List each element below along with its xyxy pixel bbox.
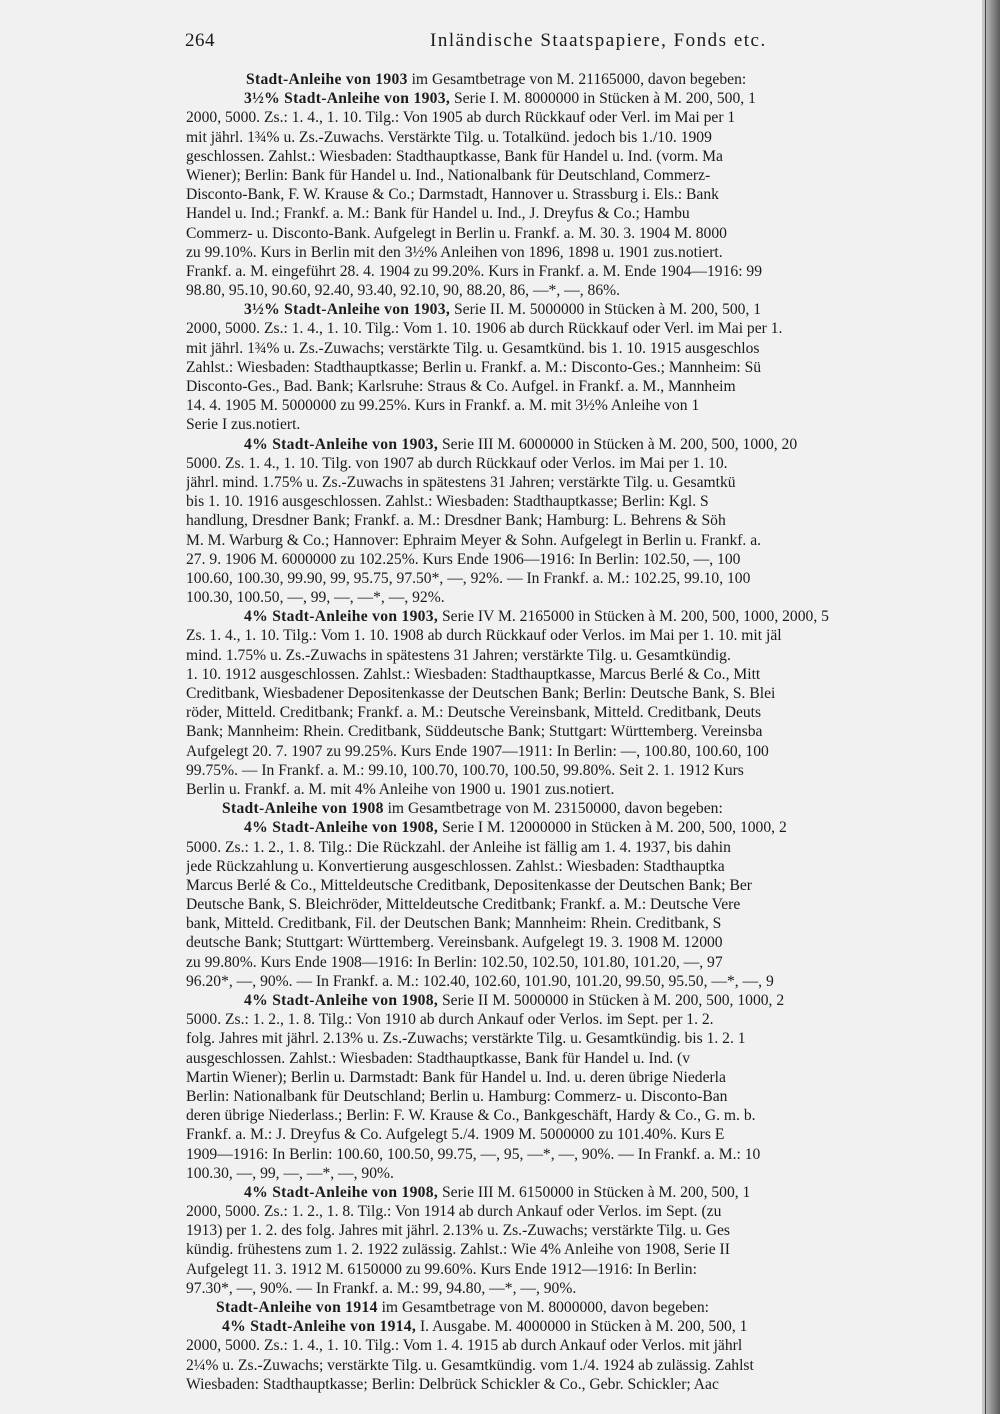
text-run: I. Ausgabe. M. 4000000 in Stücken à M. 200, 500, 1 [416,1318,748,1336]
text-line [186,933,956,952]
text-run: Frankf. a. M.: J. Dreyfus & Co. Aufgelegt 5./4. 1909 M. 5000000 zu 101.40%. Kurs E [186,1126,725,1144]
text-line [186,684,956,703]
text-line [186,1125,956,1144]
text-line [186,377,956,396]
text-run: ausgeschlossen. Zahlst.: Wiesbaden: Stadthauptkasse, Bank für Handel u. Ind. (v [186,1049,691,1067]
text-run: zu 99.80%. Kurs Ende 1908—1916: In Berlin: 102.50, 102.50, 101.80, 101.20, —, 97 [186,953,723,971]
running-title: Inländische Staatspapiere, Fonds etc. [430,30,767,51]
heading-run: 3½% Stadt-Anleihe von 1903, [244,301,451,319]
text-run: 100.60, 100.30, 99.90, 99, 95.75, 97.50*, —, 92%. — In Frankf. a. M.: 102.25, 99.10, 100 [186,569,751,587]
text-line [186,722,956,741]
text-run: Serie II. M. 5000000 in Stücken à M. 200, 500, 1 [450,301,762,319]
text-line [186,492,956,511]
text-run: Serie III M. 6000000 in Stücken à M. 200, 500, 1000, 20 [438,435,798,453]
text-run: geschlossen. Zahlst.: Wiesbaden: Stadthauptkasse, Bank für Handel u. Ind. (vorm. Ma [186,147,723,165]
text-run: jede Rückzahlung u. Konvertierung ausgeschlossen. Zahlst.: Wiesbaden: Stadthauptka [186,857,725,875]
text-line [186,1029,956,1048]
text-line [186,531,956,550]
heading-run: 4% Stadt-Anleihe von 1908, [244,819,439,837]
text-line [186,1375,956,1394]
text-line [186,550,956,569]
text-line [186,1356,956,1375]
text-run: 1913) per 1. 2. des folg. Jahres mit jährl. 2.13% u. Zs.-Zuwachs; verstärkte Tilg. u. Ges [186,1222,730,1240]
text-line [186,435,956,454]
text-run: Frankf. a. M. eingeführt 28. 4. 1904 zu 99.20%. Kurs in Frankf. a. M. Ende 1904—1916: 99 [186,262,763,280]
text-run: Commerz- u. Disconto-Bank. Aufgelegt in Berlin u. Frankf. a. M. 30. 3. 1904 M. 8000 [186,224,727,242]
text-line [186,1049,956,1068]
text-run: 2¼% u. Zs.-Zuwachs; verstärkte Tilg. u. Gesamtkündig. vom 1./4. 1924 ab zulässig. Zahlst [186,1356,754,1374]
text-line [186,895,956,914]
text-line [186,626,956,645]
heading-run: 4% Stadt-Anleihe von 1908, [244,1183,439,1201]
text-line [186,108,956,127]
text-line [186,1010,956,1029]
text-line [186,761,956,780]
heading-run: 3½% Stadt-Anleihe von 1903, [244,90,451,108]
text-run: im Gesamtbetrage von M. 21165000, davon begeben: [407,71,747,88]
text-line [186,454,956,473]
text-line [186,1183,956,1202]
text-run: bank, Mitteld. Creditbank, Fil. der Deutschen Bank; Mannheim: Rhein. Creditbank, S [186,915,722,933]
text-run: jährl. mind. 1.75% u. Zs.-Zuwachs in spätestens 31 Jahren; verstärkte Tilg. u. Gesamtkü [186,473,736,491]
text-line [186,319,956,338]
text-run: 1909—1916: In Berlin: 100.60, 100.50, 99.75, —, 95, —*, —, 90%. — In Frankf. a. M.: 10 [186,1145,761,1163]
text-line [186,70,956,89]
text-line [186,914,956,933]
text-line [186,742,956,761]
text-line [186,281,956,300]
text-line [186,1145,956,1164]
text-run: Serie I zus.notiert. [186,416,301,434]
text-line [186,857,956,876]
text-line [186,972,956,991]
text-line [186,876,956,895]
text-run: im Gesamtbetrage von M. 8000000, davon begeben: [377,1299,709,1316]
text-run: Bank; Mannheim: Rhein. Creditbank, Süddeutsche Bank; Stuttgart: Württemberg. Vereinsba [186,723,763,741]
text-line [186,953,956,972]
text-line [186,607,956,626]
text-run: 1. 10. 1912 ausgeschlossen. Zahlst.: Wiesbaden: Stadthauptkasse, Marcus Berlé & Co., Mitt [186,665,761,683]
text-run: Berlin u. Frankf. a. M. mit 4% Anleihe von 1900 u. 1901 zus.notiert. [186,780,615,798]
text-run: Wiesbaden: Stadthauptkasse; Berlin: Delbrück Schickler & Co., Gebr. Schickler; Aac [186,1375,719,1393]
text-run: Aufgelegt 11. 3. 1912 M. 6150000 zu 99.60%. Kurs Ende 1912—1916: In Berlin: [186,1260,697,1278]
text-run: M. M. Warburg & Co.; Hannover: Ephraim Meyer & Sohn. Aufgelegt in Berlin u. Frankf. a. [186,531,762,549]
text-run: Serie III M. 6150000 in Stücken à M. 200, 500, 1 [438,1183,751,1201]
text-run: 98.80, 95.10, 90.60, 92.40, 93.40, 92.10, 90, 88.20, 86, —*, —, 86%. [186,282,621,300]
text-run: Serie I. M. 8000000 in Stücken à M. 200, 500, 1 [450,90,756,108]
text-line [186,128,956,147]
text-line [186,1279,956,1298]
text-line [186,204,956,223]
text-run: Marcus Berlé & Co., Mitteldeutsche Creditbank, Depositenkasse der Deutschen Bank; Ber [186,876,752,894]
text-run: Serie I M. 12000000 in Stücken à M. 200, 500, 1000, 2 [438,819,787,837]
text-run: 5000. Zs. 1. 4., 1. 10. Tilg. von 1907 ab durch Rückkauf oder Verlos. im Mai per 1. 10. [186,454,728,472]
heading-run: 4% Stadt-Anleihe von 1914, [222,1318,417,1336]
heading-run: 4% Stadt-Anleihe von 1908, [244,992,439,1009]
text-run: Zs. 1. 4., 1. 10. Tilg.: Vom 1. 10. 1908 ab durch Rückkauf oder Verlos. im Mai per 1. 10. mit jäl [186,627,782,645]
page-edge-line [985,0,986,1414]
page-number: 264 [185,30,215,51]
text-line [186,262,956,281]
text-line [186,838,956,857]
text-run: Disconto-Ges., Bad. Bank; Karlsruhe: Straus & Co. Aufgel. in Frankf. a. M., Mannheim [186,378,736,395]
text-run: 99.75%. — In Frankf. a. M.: 99.10, 100.70, 100.70, 100.50, 99.80%. Seit 2. 1. 1912 Kurs [186,761,744,779]
text-line [186,665,956,684]
text-run: röder, Mitteld. Creditbank; Frankf. a. M.: Deutsche Vereinsbank, Mitteld. Creditbank, Deuts [186,704,762,722]
text-run: mit jährl. 1¾% u. Zs.-Zuwachs; verstärkte Tilg. u. Gesamtkünd. bis 1. 10. 1915 ausgeschlos [186,339,760,357]
text-run: Disconto-Bank, F. W. Krause & Co.; Darmstadt, Hannover u. Strassburg i. Els.: Bank [186,186,719,204]
text-run: mit jährl. 1¾% u. Zs.-Zuwachs. Verstärkte Tilg. u. Totalkünd. jedoch bis 1./10. 1909 [186,128,712,146]
text-line [186,415,956,434]
heading-run: 4% Stadt-Anleihe von 1903, [244,435,439,453]
text-line [186,1336,956,1355]
text-run: 5000. Zs.: 1. 2., 1. 8. Tilg.: Die Rückzahl. der Anleihe ist fällig am 1. 4. 1937, bis dahin [186,838,731,856]
text-run: bis 1. 10. 1916 ausgeschlossen. Zahlst.: Wiesbaden: Stadthauptkasse; Berlin: Kgl. S [186,493,709,511]
text-run: 2000, 5000. Zs.: 1. 4., 1. 10. Tilg.: Vom 1. 10. 1906 ab durch Rückkauf oder Verl. im Mai per 1. [186,320,783,338]
text-run: 97.30*, —, 90%. — In Frankf. a. M.: 99, 94.80, —*, —, 90%. [186,1279,577,1297]
text-line [186,358,956,377]
text-line [186,1317,956,1336]
text-line [186,1221,956,1240]
text-run: kündig. frühestens zum 1. 2. 1922 zulässig. Zahlst.: Wie 4% Anleihe von 1908, Serie II [186,1241,730,1259]
text-run: Deutsche Bank, S. Bleichröder, Mitteldeutsche Creditbank; Frankf. a. M.: Deutsche Vere [186,896,741,914]
text-run: Martin Wiener); Berlin u. Darmstadt: Bank für Handel u. Ind. u. deren übrige Niederla [186,1068,726,1086]
text-run: 14. 4. 1905 M. 5000000 zu 99.25%. Kurs in Frankf. a. M. mit 3½% Anleihe von 1 [186,397,700,415]
body-text [186,70,956,1394]
text-line [186,569,956,588]
text-line [186,185,956,204]
text-line [186,243,956,262]
text-run: zu 99.10%. Kurs in Berlin mit den 3½% Anleihen von 1896, 1898 u. 1901 zus.notiert. [186,243,723,261]
text-line [186,473,956,492]
text-run: folg. Jahres mit jährl. 2.13% u. Zs.-Zuwachs; verstärkte Tilg. u. Gesamtkündig. bis 1. 2. 1 [186,1030,746,1048]
text-line [186,646,956,665]
text-run: 27. 9. 1906 M. 6000000 zu 102.25%. Kurs Ende 1906—1916: In Berlin: 102.50, —, 100 [186,550,741,568]
text-line [186,166,956,185]
heading-run: Stadt-Anleihe von 1903 [246,71,408,88]
text-line [186,588,956,607]
text-run: 2000, 5000. Zs.: 1. 2., 1. 8. Tilg.: Von 1914 ab durch Ankauf oder Verlos. im Sept. (zu [186,1203,722,1221]
text-line [186,991,956,1010]
text-run: 2000, 5000. Zs.: 1. 4., 1. 10. Tilg.: Vom 1. 4. 1915 ab durch Ankauf oder Verlos. mit jährl [186,1337,743,1355]
text-line [186,396,956,415]
text-line [186,799,956,818]
text-run: Wiener); Berlin: Bank für Handel u. Ind., Nationalbank für Deutschland, Commerz- [186,166,711,184]
text-run: 2000, 5000. Zs.: 1. 4., 1. 10. Tilg.: Von 1905 ab durch Rückkauf oder Verl. im Mai per 1 [186,109,736,127]
text-line [186,1240,956,1259]
text-run: 100.30, —, 99, —, —*, —, 90%. [186,1164,394,1182]
heading-run: Stadt-Anleihe von 1914 [216,1299,378,1316]
text-line [186,1068,956,1087]
text-line [186,1087,956,1106]
text-line [186,780,956,799]
text-run: 96.20*, —, 90%. — In Frankf. a. M.: 102.40, 102.60, 101.90, 101.20, 99.50, 95.50, —*, —, 9 [186,972,774,990]
text-line [186,1106,956,1125]
text-run: Zahlst.: Wiesbaden: Stadthauptkasse; Berlin u. Frankf. a. M.: Disconto-Ges.; Mannheim: Sü [186,358,762,376]
text-line [186,339,956,358]
heading-run: 4% Stadt-Anleihe von 1903, [244,608,439,626]
text-run: deren übrige Niederlass.; Berlin: F. W. Krause & Co., Bankgeschäft, Hardy & Co., G. m. b. [186,1107,756,1125]
text-run: im Gesamtbetrage von M. 23150000, davon begeben: [383,800,723,818]
text-line [186,1202,956,1221]
text-line [186,89,956,108]
text-line [186,1260,956,1279]
text-line [186,818,956,837]
text-line [186,511,956,530]
text-run: Serie II M. 5000000 in Stücken à M. 200, 500, 1000, 2 [438,992,785,1009]
text-line [186,1164,956,1183]
heading-run: Stadt-Anleihe von 1908 [222,800,384,818]
text-run: Aufgelegt 20. 7. 1907 zu 99.25%. Kurs Ende 1907—1911: In Berlin: —, 100.80, 100.60, 100 [186,742,769,760]
text-line [186,703,956,722]
text-run: mind. 1.75% u. Zs.-Zuwachs in spätestens 31 Jahren; verstärkte Tilg. u. Gesamtkündig. [186,646,731,664]
text-run: Creditbank, Wiesbadener Depositenkasse der Deutschen Bank; Berlin: Deutsche Bank, S. Blei [186,685,776,702]
text-line [186,147,956,166]
text-run: 5000. Zs.: 1. 2., 1. 8. Tilg.: Von 1910 ab durch Ankauf oder Verlos. im Sept. per 1. 2. [186,1011,714,1029]
text-run: Handel u. Ind.; Frankf. a. M.: Bank für Handel u. Ind., J. Dreyfus & Co.; Hambu [186,205,690,223]
text-line [186,1298,956,1317]
text-run: Berlin: Nationalbank für Deutschland; Berlin u. Hamburg: Commerz- u. Disconto-Ban [186,1087,728,1105]
text-line [186,300,956,319]
text-run: deutsche Bank; Stuttgart: Württemberg. Vereinsbank. Aufgelegt 19. 3. 1908 M. 12000 [186,934,723,952]
text-run: 100.30, 100.50, —, 99, —, —*, —, 92%. [186,589,445,607]
text-run: Serie IV M. 2165000 in Stücken à M. 200, 500, 1000, 2000, 5 [438,608,829,626]
text-line [186,224,956,243]
text-run: handlung, Dresdner Bank; Frankf. a. M.: Dresdner Bank; Hamburg: L. Behrens & Söh [186,512,726,530]
